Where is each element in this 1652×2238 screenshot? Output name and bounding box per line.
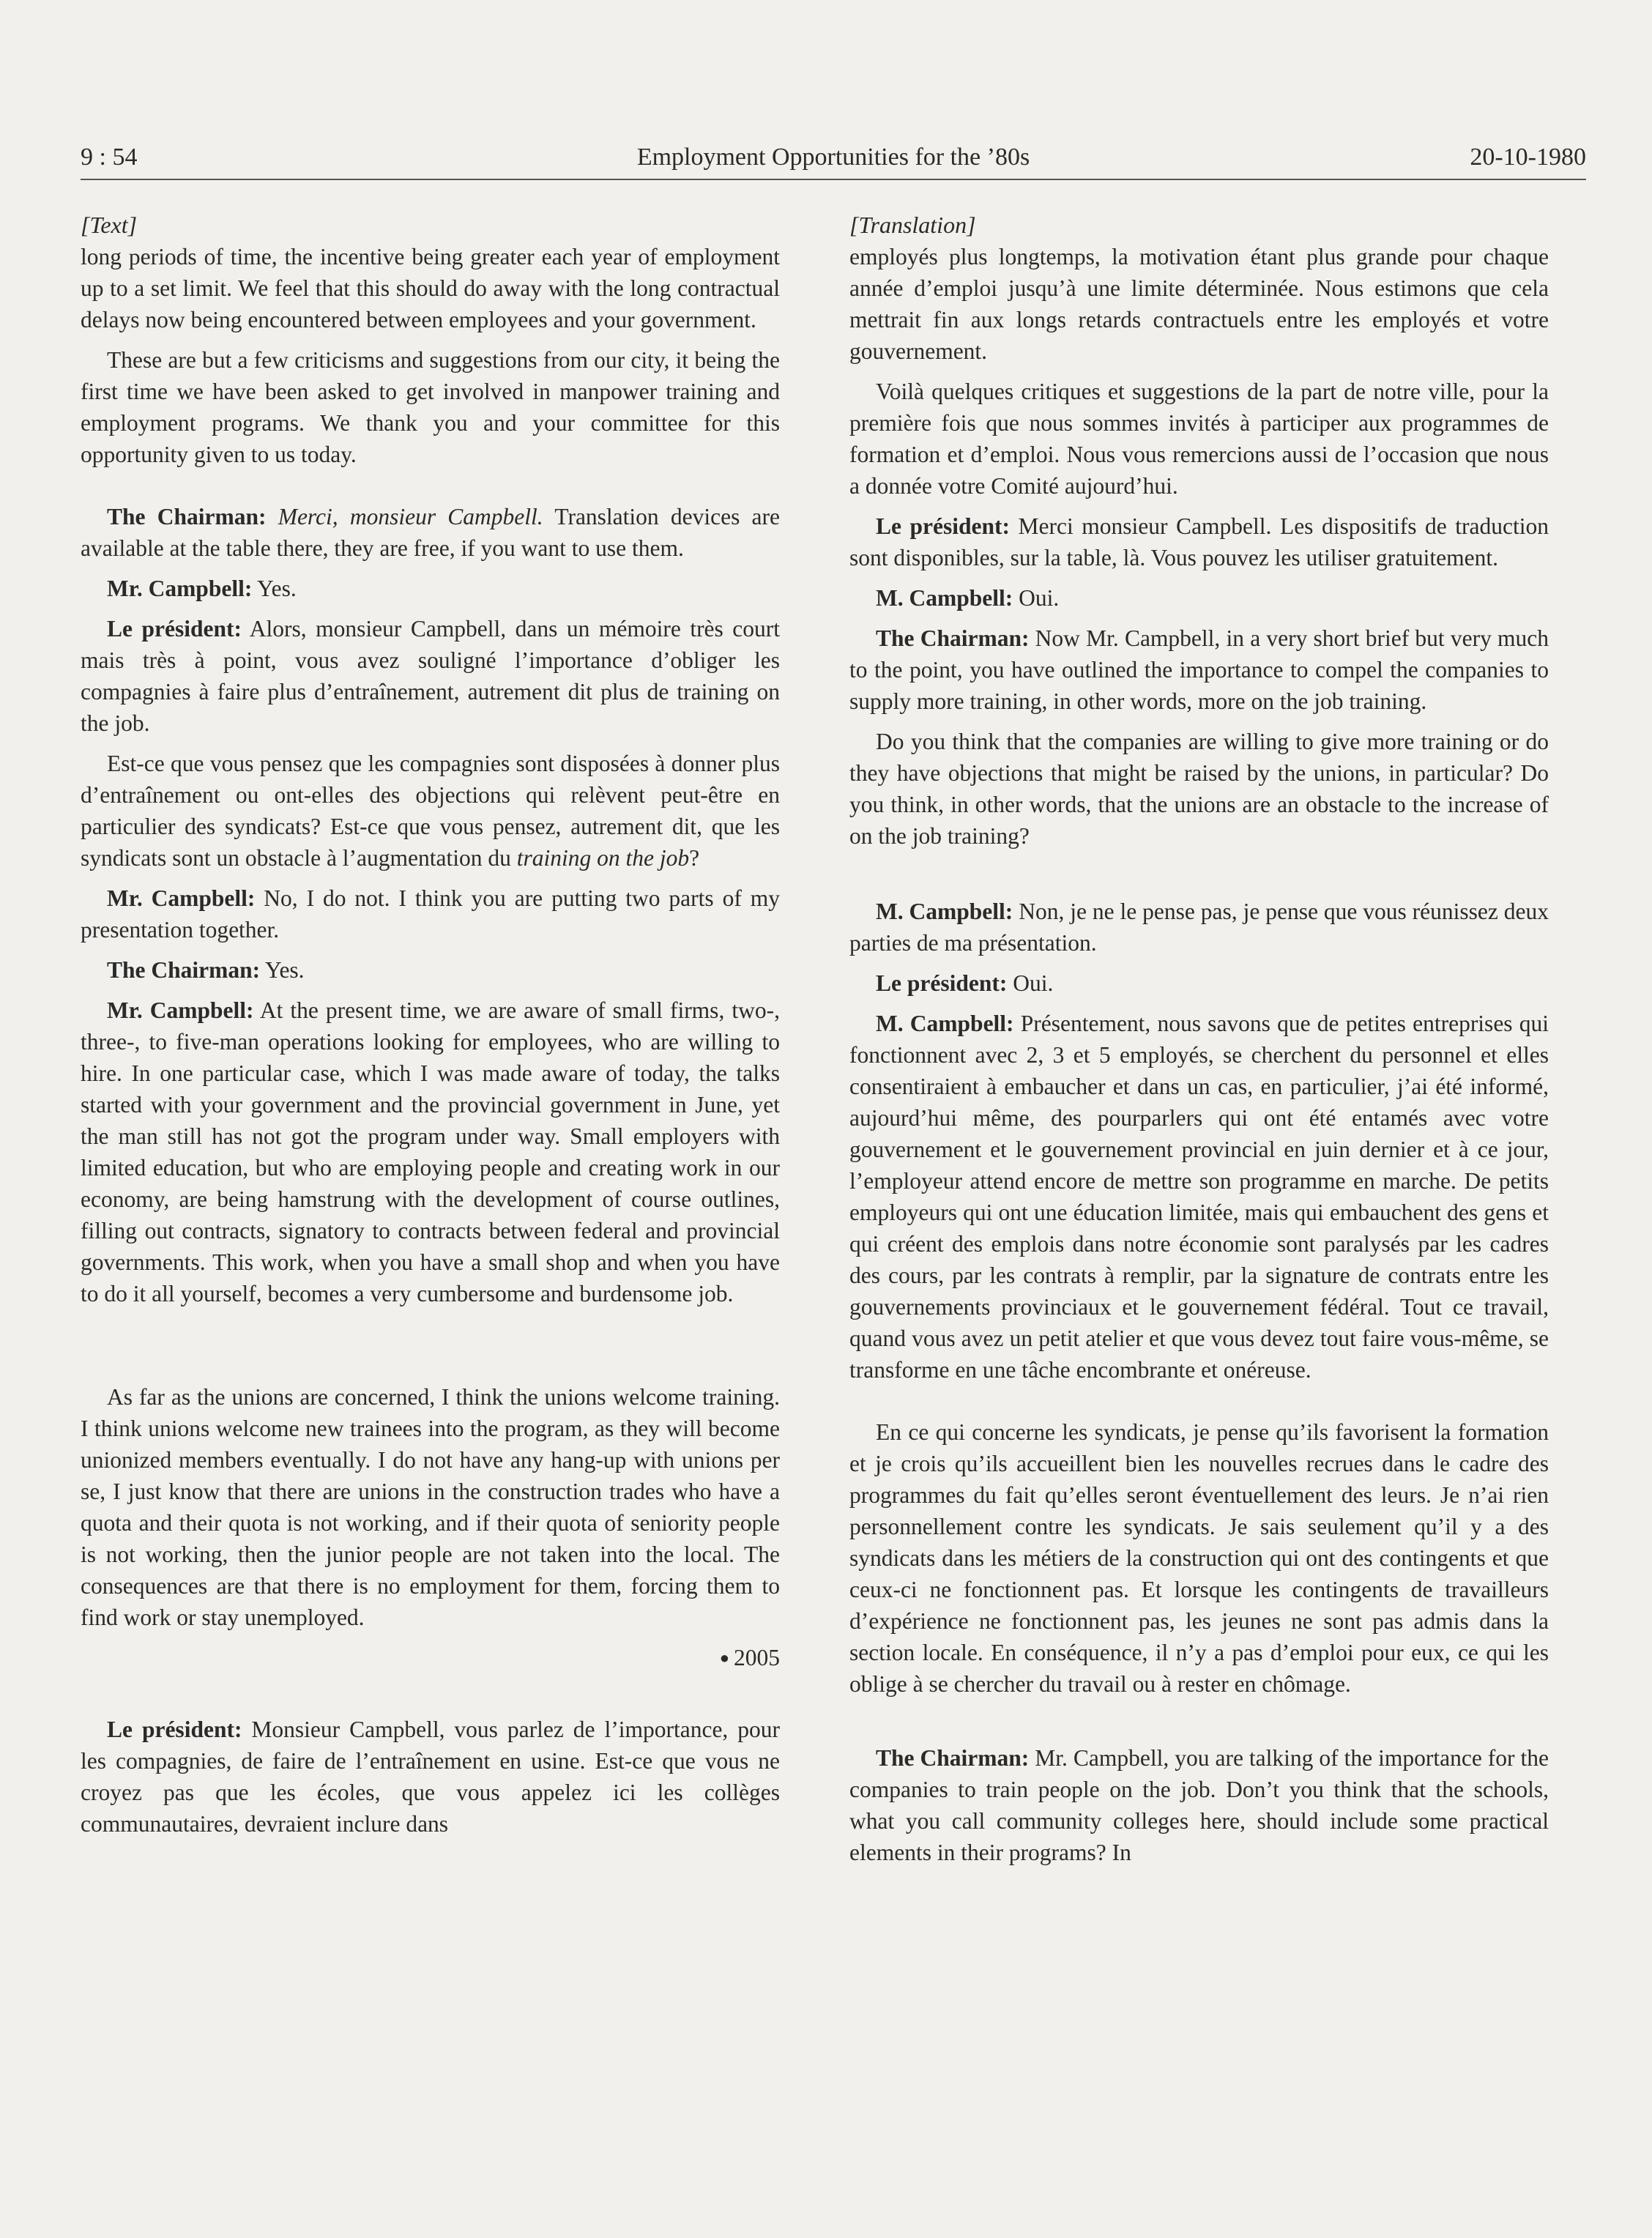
paragraph xyxy=(81,613,780,739)
paragraph xyxy=(849,1008,1549,1386)
paragraph-text: Oui. xyxy=(1007,970,1054,996)
paragraph-text: Non, je ne le pense pas, je pense que vous réunissez deux parties de ma présentation. xyxy=(849,899,1549,956)
paragraph xyxy=(81,954,780,986)
paragraph xyxy=(81,501,780,564)
paragraph-text: Alors, monsieur Campbell, dans un mémoire très court mais très à point, vous avez souligné l’importance d’obliger les compagnies à faire plus d’entraînement, autrement dit plus de training on the job. xyxy=(81,616,781,736)
speaker-name: Le président: xyxy=(107,616,242,642)
paragraph xyxy=(849,896,1549,959)
paragraph xyxy=(849,1742,1549,1868)
speaker-name: The Chairman: xyxy=(876,1745,1030,1771)
italic-phrase: Merci, monsieur Campbell. xyxy=(278,504,543,529)
paragraph: These are but a few criticisms and suggestions from our city, it being the first time we have been asked to get involved in manpower training and employment programs. We thank you and your committee for this opportunity given to us today. xyxy=(81,347,780,467)
paragraph-text: Yes. xyxy=(252,576,297,601)
paragraph: long periods of time, the incentive being greater each year of employment up to a set limit. We feel that this should do away with the long contractual delays now being encountered between employees and your government. xyxy=(81,244,780,332)
paragraph xyxy=(81,995,780,1309)
paragraph-text: Est-ce que vous pensez que les compagnies sont disposées à donner plus d’entraînement ou ont-elles des objections qui relèvent peut-être en particulier des syndicats? Est-ce que vous pensez, autrement dit, que les syndicats sont un obstacle à l’augmentation du xyxy=(81,751,780,871)
speaker-name: Mr. Campbell: xyxy=(107,885,256,911)
paragraph: Do you think that the companies are willing to give more training or do they have objections that might be raised by the unions, in particular? Do you think, in other words, that the unions are an obstacle to the increase of on the job training? xyxy=(849,729,1549,849)
paragraph-text: ? xyxy=(689,845,700,871)
paragraph xyxy=(81,748,780,874)
bullet-icon: ● xyxy=(719,1648,729,1667)
left-column xyxy=(81,209,780,1848)
speaker-name: M. Campbell: xyxy=(876,585,1013,611)
paragraph xyxy=(849,967,1549,999)
speaker-name: The Chairman: xyxy=(876,625,1030,651)
running-title: Employment Opportunities for the ’80s xyxy=(636,144,1030,171)
paragraph xyxy=(849,622,1549,717)
page-header xyxy=(81,139,1586,176)
time-marker xyxy=(81,1642,780,1673)
paragraph-text: Now Mr. Campbell, in a very short brief but very much to the point, you have outlined the importance to compel the companies to supply more training, in other words, more on the job training. xyxy=(849,625,1549,714)
header-date: 20-10-1980 xyxy=(1470,144,1586,171)
paragraph xyxy=(81,882,780,945)
italic-phrase: training on the job xyxy=(516,845,690,871)
speaker-name: M. Campbell: xyxy=(876,899,1013,924)
paragraph xyxy=(849,510,1549,573)
speaker-name: Mr. Campbell: xyxy=(107,997,254,1023)
paragraph-text: Mr. Campbell, you are talking of the importance for the companies to train people on the job. Don’t you think that the schools, what you call community colleges here, should include some practical elements in their programs? In xyxy=(849,1745,1549,1865)
paragraph xyxy=(849,582,1549,614)
paragraph-text: Monsieur Campbell, vous parlez de l’importance, pour les compagnies, de faire de l’entraînement en usine. Est-ce que vous ne croyez pas que les écoles, que vous appelez ici les collèges communautaires, devraient inclure dans xyxy=(81,1717,781,1837)
speaker-name: Mr. Campbell: xyxy=(107,576,253,601)
paragraph: As far as the unions are concerned, I think the unions welcome training. I think unions welcome new trainees into the program, as they will become unionized members eventually. I do not have any hang-up with unions per se, I just know that there are unions in the construction trades who have a quota and their quota is not working, and if their quota of seniority people is not working, then the junior people are not taken into the local. The consequences are that there is no employment for them, forcing them to find work or stay unemployed. xyxy=(81,1384,780,1630)
paragraph: employés plus longtemps, la motivation étant plus grande pour chaque année d’emploi jusqu’à une limite déterminée. Nous estimons que cela mettrait fin aux longs retards contractuels entre les employés et votre gouvernement. xyxy=(849,244,1549,364)
paragraph xyxy=(81,573,780,604)
paragraph-text: Merci monsieur Campbell. Les dispositifs de traduction sont disponibles, sur la table, là. Vous pouvez les utiliser gratuitement. xyxy=(849,513,1549,570)
paragraph-text: No, I do not. I think you are putting two parts of my presentation together. xyxy=(81,885,780,943)
paragraph-text: Yes. xyxy=(260,957,305,983)
paragraph-text: Oui. xyxy=(1013,585,1060,611)
speaker-name: The Chairman: xyxy=(107,504,267,529)
paragraph xyxy=(81,1714,780,1840)
page-number: 9 : 54 xyxy=(81,144,138,171)
time-marker-label: 2005 xyxy=(734,1645,780,1670)
translation-tag: [Translation] xyxy=(849,212,976,238)
paragraph-text: Présentement, nous savons que de petites entreprises qui fonctionnent avec 2, 3 et 5 employés, se cherchent du personnel et elles consentiraient à embaucher et dans un cas, en particulier, j’ai été informé, aujourd’hui même, des pourparlers qui ont été entamés avec votre gouvernement et le gouvernement provincial en juin dernier et à ce jour, l’employeur attend encore de mettre son programme en marche. De petits employeurs qui ont une éducation limitée, mais qui embauchent des gens et qui créent des emplois dans notre économie sont paralysés par les cadres des cours, par les contrats à remplir, par la signature de contrats entre les gouvernements provinciaux et le gouvernement fédéral. Tout ce travail, quand vous avez un petit atelier et que vous devez tout faire vous-même, se transforme en une tâche encombrante et onéreuse. xyxy=(849,1011,1549,1383)
text-tag: [Text] xyxy=(81,212,138,238)
paragraph: En ce qui concerne les syndicats, je pense qu’ils favorisent la formation et je crois qu’ils accueillent bien les nouvelles recrues dans le cadre des programmes du fait qu’elles seront éventuellement des leurs. Je n’ai rien personnellement contre les syndicats. Je sais seulement qu’il y a des syndicats dans les métiers de la construction qui ont des contingents et que ceux-ci ne fonctionnent pas. Et lorsque les contingents de travailleurs d’expérience ne fonctionnent pas, les jeunes ne sont pas admis dans la section locale. En conséquence, il n’y a pas d’emploi pour eux, ce qui les oblige à se chercher du travail ou à rester en chômage. xyxy=(849,1419,1549,1697)
speaker-name: Le président: xyxy=(107,1717,242,1742)
speaker-name: The Chairman: xyxy=(107,957,261,983)
header-rule xyxy=(81,179,1586,180)
right-column xyxy=(849,209,1549,1877)
paragraph: Voilà quelques critiques et suggestions de la part de notre ville, pour la première fois que nous sommes invités à participer aux programmes de formation et d’emploi. Nous vous remercions aussi de l’occasion que nous a donnée votre Comité aujourd’hui. xyxy=(849,379,1549,499)
paragraph-text: Translation devices are available at the table there, they are free, if you want to use them. xyxy=(81,504,781,561)
speaker-name: Le président: xyxy=(876,970,1008,996)
speaker-name: M. Campbell: xyxy=(876,1011,1014,1036)
paragraph-text: At the present time, we are aware of small firms, two-, three-, to five-man operations looking for employees, who are willing to hire. In one particular case, which I was made aware of today, the talks started with your government and the provincial government in June, yet the man still has not got the program under way. Small employers with limited education, but who are employing people and creating work in our economy, are being hamstrung with the development of course outlines, filling out contracts, signatory to contracts between federal and provincial governments. This work, when you have a small shop and when you have to do it all yourself, becomes a very cumbersome and burdensome job. xyxy=(81,997,780,1306)
speaker-name: Le président: xyxy=(876,513,1011,539)
